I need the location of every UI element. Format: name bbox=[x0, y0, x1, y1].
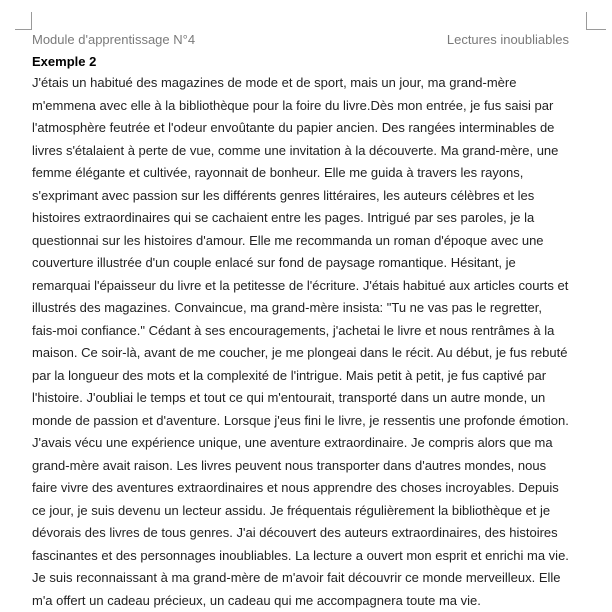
header-module-label: Module d'apprentissage N°4 bbox=[32, 32, 196, 47]
crop-mark-top-right-horizontal bbox=[586, 29, 606, 30]
header-section-title: Lectures inoubliables bbox=[446, 32, 569, 47]
example-title: Exemple 2 bbox=[32, 54, 97, 69]
body-paragraph: J'étais un habitué des magazines de mode et de sport, mais un jour, ma grand-mère m'emmena avec elle à la bibliothèque pour la foire du livre.Dès mon entrée, je fus saisi par l'atmosphère feutrée et l'odeur envoûtante du papier ancien. Des rangées interminables de livres s'étalaient à perte de vue, comme une invitation à la découverte. Ma grand-mère, une femme élégante et cultivée, rayonnait de bonheur. Elle me guida à travers les rayons, s'exprimant avec passion sur les différents genres littéraires, les auteurs célèbres et les histoires extraordinaires qui se cachaient entre les pages. Intrigué par ses paroles, je la questionnai sur les histoires d'amour. Elle me recommanda un roman d'époque avec une couverture illustrée d'un couple enlacé sur fond de paysage romantique. Hésitant, je remarquai l'épaisseur du livre et la petitesse de l'écriture. J'étais habitué aux articles courts et illustrés des magazines. Convaincue, ma grand-mère insista: "Tu ne vas pas le regretter, fais-moi confiance." Cédant à ses encouragements, j'achetai le livre et nous rentrâmes à la maison. Ce soir-là, avant de me coucher, je me plongeai dans le récit. Au début, je fus rebuté par la longueur des mots et la complexité de l'intrigue. Mais petit à petit, je fus captivé par l'histoire. J'oubliai le temps et tout ce qui m'entourait, transporté dans un autre monde, un monde de passion et d'aventure. Lorsque j'eus fini le livre, je ressentis une profonde émotion. J'avais vécu une expérience unique, une aventure extraordinaire. Je compris alors que ma grand-mère avait raison. Les livres peuvent nous transporter dans d'autres mondes, nous faire vivre des aventures extraordinaires et nous apprendre des choses incroyables. Depuis ce jour, je suis devenu un lecteur assidu. Je fréquentais régulièrement la bibliothèque et je dévorais des livres de tous genres. J'ai découvert des auteurs extraordinaires, des histoires fascinantes et des personnages inoubliables. La lecture a ouvert mon esprit et enrichi ma vie. Je suis reconnaissant à ma grand-mère de m'avoir fait découvrir ce monde merveilleux. Elle m'a offert un cadeau précieux, un cadeau qui me accompagnera toute ma vie. bbox=[32, 75, 569, 608]
crop-mark-top-left-vertical bbox=[31, 12, 32, 30]
crop-mark-top-right-vertical bbox=[586, 12, 587, 30]
crop-mark-top-left-horizontal bbox=[15, 29, 32, 30]
page-header bbox=[32, 32, 569, 48]
document-body bbox=[32, 53, 569, 612]
